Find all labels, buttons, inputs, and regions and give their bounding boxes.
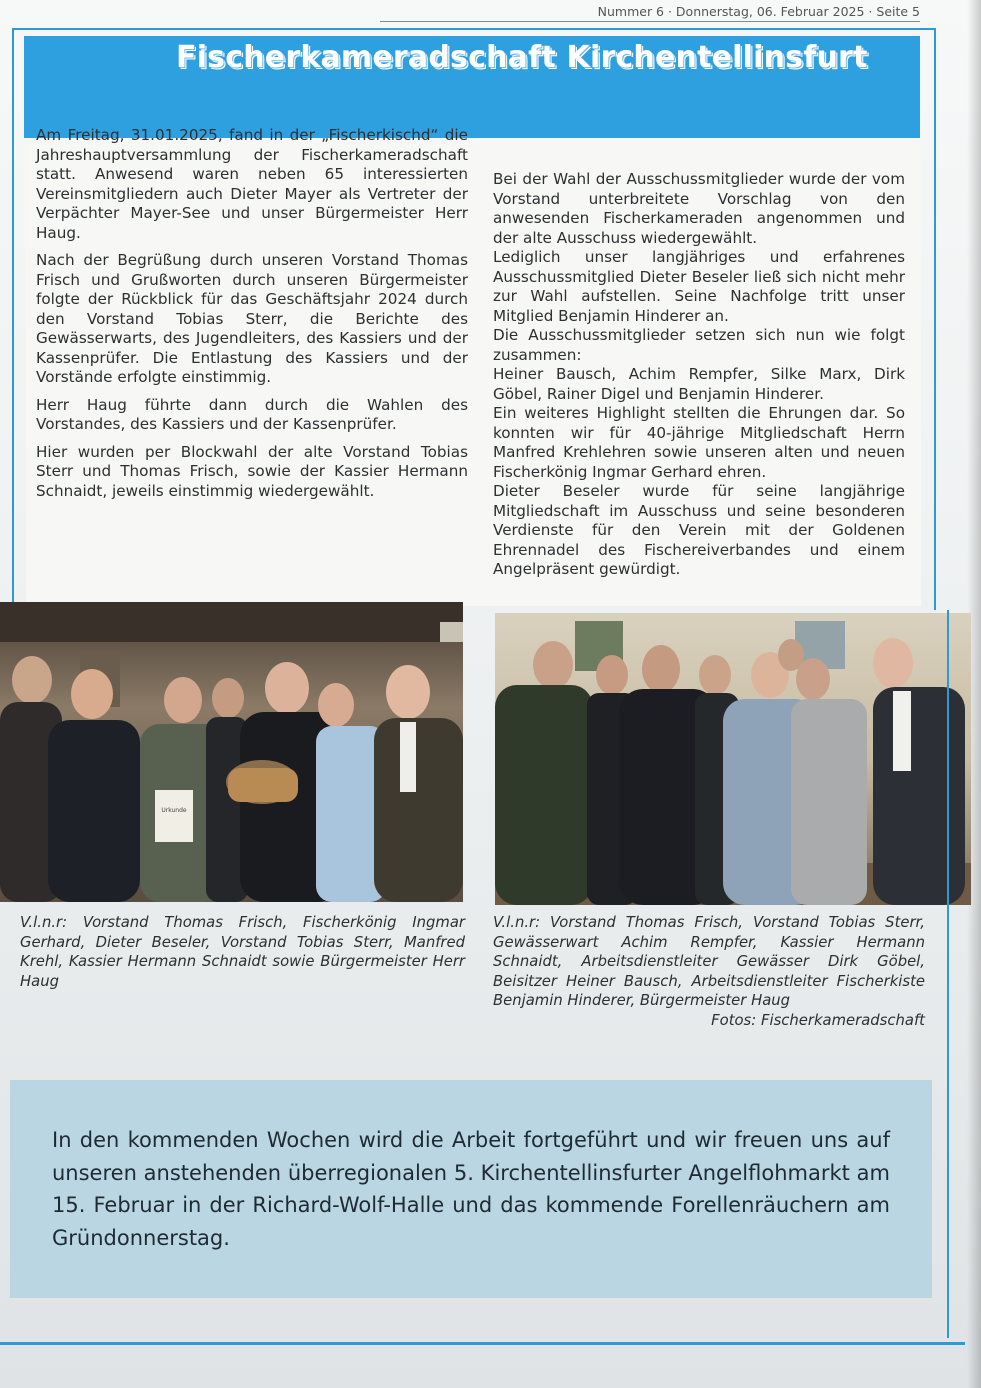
article-title: Fischerkameradschaft Kirchentellinsfurt [176,40,868,75]
photo-caption-right: V.l.n.r: Vorstand Thomas Frisch, Vorstand Tobias Sterr, Gewässerwart Achim Rempfer, Kassier Hermann Schnaidt, Arbeitsdienstleiter Gewässer Dirk Göbel, Beisitzer Heiner Bausch, Arbeitsdienstleiter Fischerkiste Benjamin Hinderer, Bürgermeister Haug [493,914,925,1009]
paragraph: Am Freitag, 31.01.2025, fand in der „Fischerkischd“ die Jahreshauptversammlung der Fischerkameradschaft statt. Anwesend waren neben 65 interessierten Vereinsmitgliedern auch Dieter Mayer als Vertreter der Verpächter Mayer-See und unser Bürgermeister Herr Haug. [36,126,468,242]
paragraph: Die Ausschussmitglieder setzen sich nun wie folgt zusammen: [493,326,905,364]
paragraph: Herr Haug führte dann durch die Wahlen des Vorstandes, des Kassiers und der Kassenprüfer. [36,395,468,433]
article-column-right [493,170,905,580]
photo-credit: Fotos: Fischerkameradschaft [711,1012,925,1029]
photo-caption-left: V.l.n.r: Vorstand Thomas Frisch, Fischerkönig Ingmar Gerhard, Dieter Beseler, Vorstand Tobias Sterr, Manfred Krehl, Kassier Hermann Schnaidt sowie Bürgermeister Herr Haug [20,914,465,990]
bottom-rule [0,1342,965,1345]
article-column-left [36,126,468,509]
paragraph: Dieter Beseler wurde für seine langjährige Mitgliedschaft im Ausschuss und seine besonderen Verdienste für den Verein mit der Goldenen Ehrennadel des Fischereiverbandes und einem Angelpräsent gewürdigt. [493,482,905,578]
header-rule [380,21,920,22]
issue-line: Nummer 6 · Donnerstag, 06. Februar 2025 · Seite 5 [597,4,920,19]
paragraph: Ein weiteres Highlight stellten die Ehrungen dar. So konnten wir für 40-jährige Mitgliedschaft Herrn Manfred Krehlehren sowie unseren alten und neuen Fischerkönig Ingmar Gerhard ehren. [493,404,905,481]
group-photo-committee [495,613,971,905]
info-box-text: In den kommenden Wochen wird die Arbeit fortgeführt und wir freuen uns auf unseren anstehenden überregionalen 5. Kirchentellinsfurter Angelflohmarkt am 15. Februar in der Richard-Wolf-Halle und das kommende Forellenräuchern am Gründonnerstag. [52,1128,890,1250]
frame-right-border [947,610,949,1338]
group-photo-honorees [0,602,463,902]
paragraph: Lediglich unser langjähriges und erfahrenes Ausschussmitglied Dieter Beseler ließ sich nicht mehr zur Wahl aufstellen. Seine Nachfolge tritt unser Mitglied Benjamin Hinderer an. [493,248,905,325]
paragraph: Bei der Wahl der Ausschussmitglieder wurde der vom Vorstand unterbreitete Vorschlag von den anwesenden Fischerkameraden angenommen und der alte Ausschuss wiedergewählt. [493,170,905,247]
paragraph: Hier wurden per Blockwahl der alte Vorstand Tobias Sterr und Thomas Frisch, sowie der Kassier Hermann Schnaidt, jeweils einstimmig wiedergewählt. [36,442,468,500]
paragraph: Nach der Begrüßung durch unseren Vorstand Thomas Frisch und Grußworten durch unseren Bürgermeister folgte der Rückblick für das Geschäftsjahr 2024 durch den Vorstand Tobias Sterr, die Berichte des Gewässerwarts, des Jugendleiters, des Kassiers und der Kassenprüfer. Die Entlastung des Kassiers und der Vorstände erfolgte einstimmig. [36,251,468,386]
paragraph: Heiner Bausch, Achim Rempfer, Silke Marx, Dirk Göbel, Rainer Digel und Benjamin Hinderer. [493,365,905,403]
certificate-label: Urkunde [161,807,187,814]
